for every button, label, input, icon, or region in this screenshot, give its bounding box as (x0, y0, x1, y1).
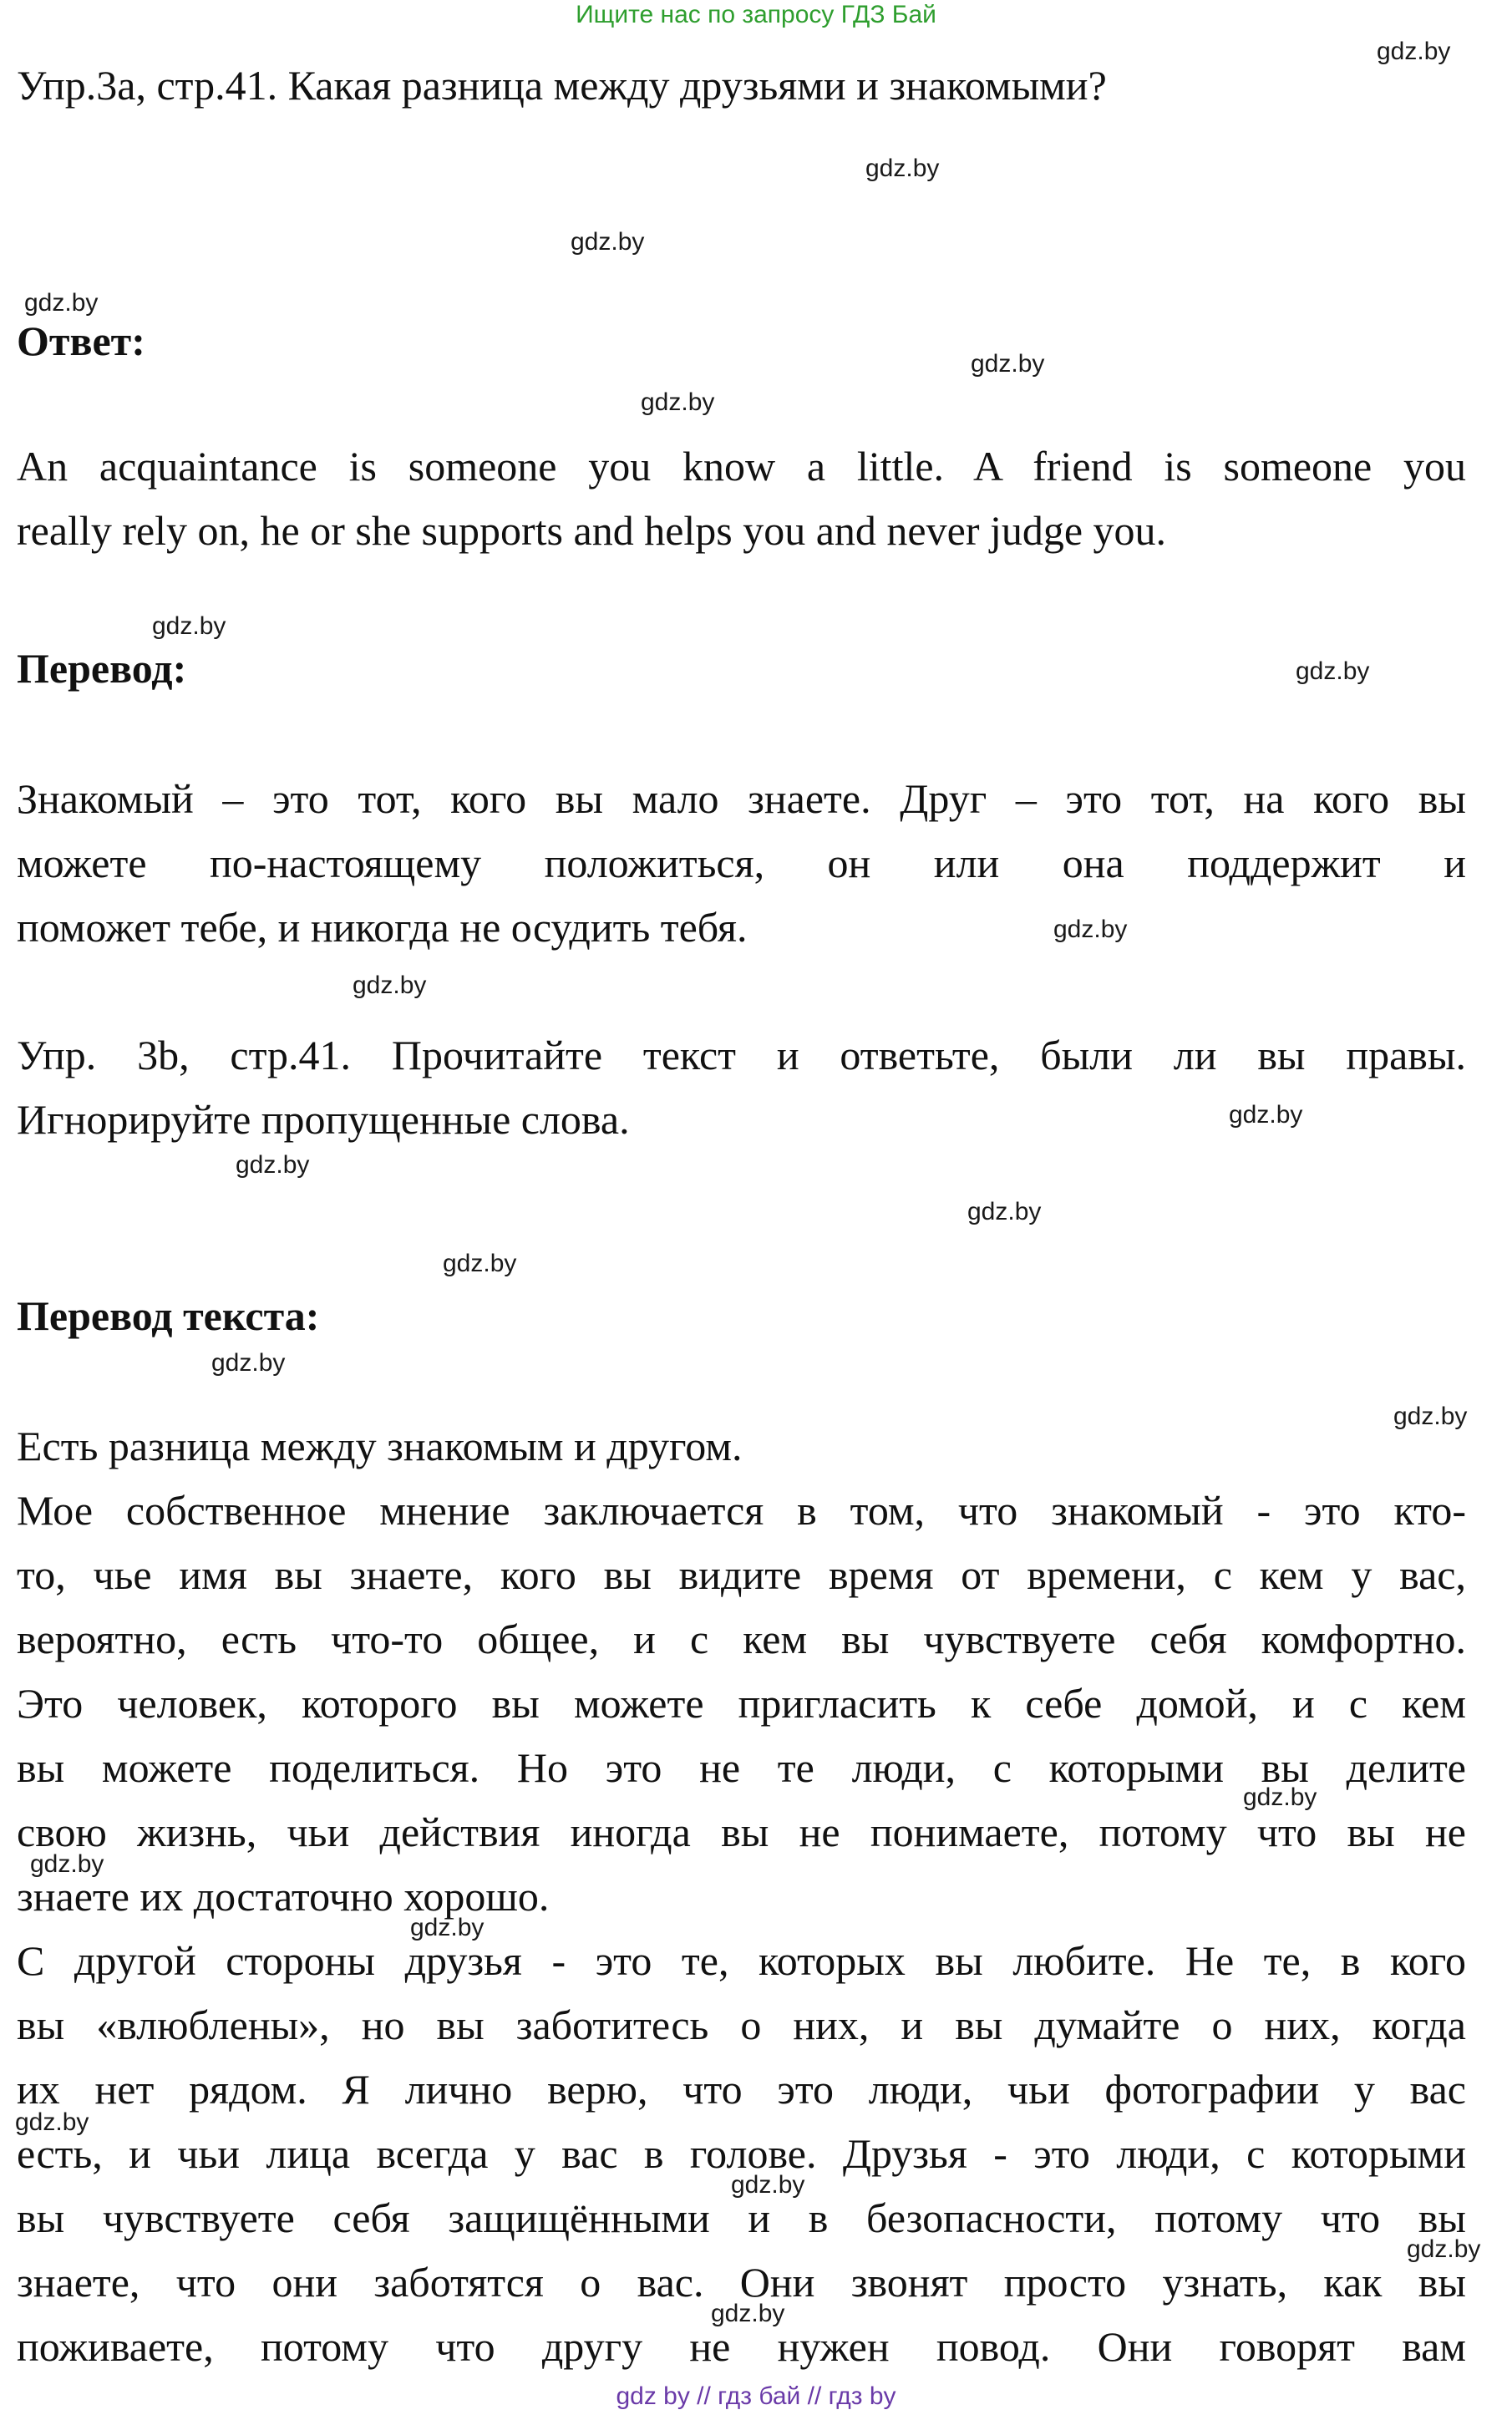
watermark: gdz.by (641, 388, 715, 416)
watermark: gdz.by (1296, 657, 1370, 685)
text-line: Есть разница между знакомым и другом. (17, 1423, 743, 1469)
watermark: gdz.by (1407, 2235, 1481, 2263)
watermark: gdz.by (967, 1198, 1042, 1225)
watermark: gdz.by (410, 1914, 485, 1941)
answer-label: Ответ: (17, 317, 145, 364)
watermark: gdz.by (711, 2300, 785, 2327)
text-line: свою жизнь, чьи действия иногда вы не понимаете, потому что вы не (17, 1809, 1466, 1855)
text-line: вы можете поделиться. Но это не те люди, с которыми вы делите (17, 1744, 1466, 1791)
translation-line: Знакомый – это тот, кого вы мало знаете. Друг – это тот, на кого вы (17, 775, 1466, 822)
text-line: Мое собственное мнение заключается в том, что знакомый - это кто- (17, 1487, 1466, 1534)
exercise-3b-title-line: Игнорируйте пропущенные слова. (17, 1096, 630, 1143)
text-line: знаете их достаточно хорошо. (17, 1873, 550, 1920)
watermark: gdz.by (1053, 916, 1128, 943)
watermark: gdz.by (30, 1850, 104, 1878)
watermark: gdz.by (353, 972, 427, 999)
watermark: gdz.by (1243, 1783, 1317, 1811)
answer-text (17, 434, 1466, 563)
watermark: gdz.by (865, 155, 940, 182)
translation-line: поможет тебе, и никогда не осудить тебя. (17, 904, 748, 951)
text-line: вероятно, есть что-то общее, и с кем вы чувствуете себя комфортно. (17, 1616, 1466, 1662)
exercise-3b-title-line: Упр. 3b, стр.41. Прочитайте текст и ответьте, были ли вы правы. (17, 1032, 1466, 1078)
text-line: то, чье имя вы знаете, кого вы видите время от времени, с кем у вас, (17, 1551, 1466, 1598)
watermark: gdz.by (1229, 1101, 1303, 1129)
text-line: знаете, что они заботятся о вас. Они звонят просто узнать, как вы (17, 2259, 1466, 2306)
translation-line: можете по-настоящему положиться, он или она поддержит и (17, 840, 1466, 886)
text-line: поживаете, потому что другу не нужен повод. Они говорят вам (17, 2323, 1466, 2370)
text-line: вы «влюблены», но вы заботитесь о них, и вы думайте о них, когда (17, 2002, 1466, 2048)
watermark: gdz.by (15, 2108, 89, 2136)
translation-label: Перевод: (17, 645, 187, 692)
watermark: gdz.by (443, 1250, 517, 1277)
watermark: gdz.by (24, 289, 99, 317)
watermark: gdz.by (152, 612, 226, 640)
watermark: gdz.by (571, 228, 645, 256)
text-translation-label: Перевод текста: (17, 1292, 320, 1339)
text-line: их нет рядом. Я лично верю, что это люди, чьи фотографии у вас (17, 2066, 1466, 2113)
translation-text (17, 767, 1466, 960)
watermark: gdz.by (236, 1151, 310, 1179)
watermark: gdz.by (1377, 38, 1451, 65)
footer-links: gdz by // гдз бай // гдз by (616, 2382, 896, 2410)
text-line: С другой стороны друзья - это те, которых вы любите. Не те, в кого (17, 1937, 1466, 1984)
text-line: есть, и чьи лица всегда у вас в голове. Друзья - это люди, с которыми (17, 2130, 1466, 2177)
top-banner: Ищите нас по запросу ГДЗ Бай (576, 1, 936, 28)
text-line: вы чувствуете себя защищёнными и в безопасности, потому что вы (17, 2194, 1466, 2241)
exercise-3a-title: Упр.3а, стр.41. Какая разница между друзьями и знакомыми? (17, 62, 1107, 109)
exercise-3b-title (17, 1023, 1466, 1152)
text-translation-body (17, 1414, 1466, 2379)
answer-line: really rely on, he or she supports and helps you and never judge you. (17, 507, 1167, 554)
watermark: gdz.by (971, 350, 1045, 378)
text-line: Это человек, которого вы можете пригласить к себе домой, и с кем (17, 1680, 1466, 1727)
watermark: gdz.by (731, 2171, 805, 2199)
answer-line: An acquaintance is someone you know a little. A friend is someone you (17, 443, 1466, 490)
watermark: gdz.by (211, 1349, 286, 1377)
watermark: gdz.by (1393, 1403, 1468, 1430)
